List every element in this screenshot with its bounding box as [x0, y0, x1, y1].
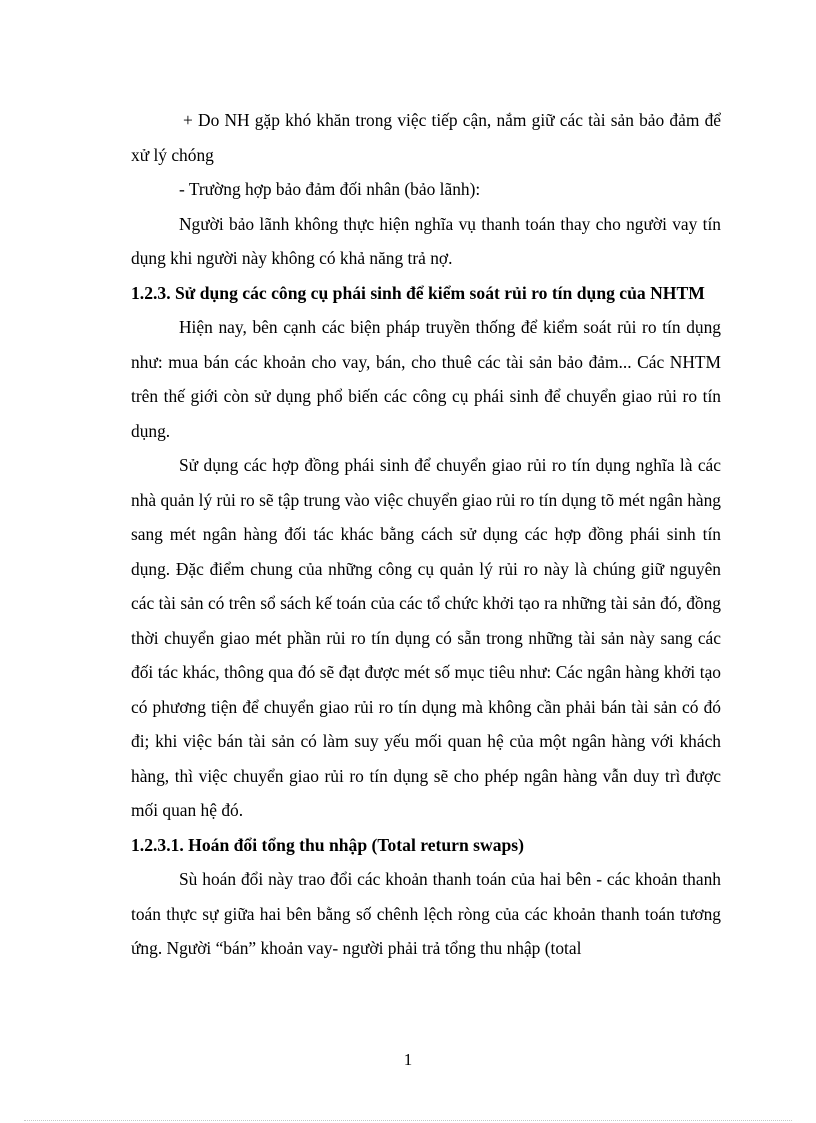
- paragraph: Người bảo lãnh không thực hiện nghĩa vụ thanh toán thay cho người vay tín dụng khi người này không có khả năng trả nợ.: [131, 213, 721, 268]
- paragraph: - Trường hợp bảo đảm đối nhân (bảo lãnh):: [179, 179, 481, 199]
- paragraph: Hiện nay, bên cạnh các biện pháp truyền thống để kiểm soát rủi ro tín dụng như: mua bán các khoản cho vay, bán, cho thuê các tài sản bảo đảm... Các NHTM trên thế giới còn sử dụng phổ biến các công cụ phái sinh để chuyển giao rủi ro tín dụng.: [131, 317, 721, 441]
- paragraph: Sù hoán đổi này trao đổi các khoản thanh toán của hai bên - các khoản thanh toán thực sự giữa hai bên bằng số chênh lệch ròng của các khoản thanh toán tương ứng. Người “bán” khoản vay- người phải trả tổng thu nhập (total: [131, 869, 721, 958]
- subsection-heading: 1.2.3.1. Hoán đổi tổng thu nhập (Total return swaps): [131, 834, 525, 855]
- page-number: 1: [403, 1050, 413, 1069]
- page-bottom-divider: [24, 1120, 792, 1121]
- document-body: [131, 103, 721, 966]
- section-heading: 1.2.3. Sử dụng các công cụ phái sinh để kiểm soát rủi ro tín dụng của NHTM: [131, 282, 705, 303]
- paragraph: Sử dụng các hợp đồng phái sinh để chuyển giao rủi ro tín dụng nghĩa là các nhà quản lý rủi ro sẽ tập trung vào việc chuyển giao rủi ro tín dụng tõ mét ngân hàng sang mét ngân hàng đối tác khác bằng cách sử dụng các hợp đồng phái sinh tín dụng. Đặc điểm chung của những công cụ quản lý rủi ro này là chúng giữ nguyên các tài sản có trên sổ sách kế toán của các tổ chức khởi tạo ra những tài sản đó, đồng thời chuyển giao mét phần rủi ro tín dụng có sẵn trong những tài sản này sang các đối tác khác, thông qua đó sẽ đạt được mét số mục tiêu như: Các ngân hàng khởi tạo có phương tiện để chuyển giao rủi ro tín dụng mà không cần phải bán tài sản có đó đi; khi việc bán tài sản có làm suy yếu mối quan hệ của một ngân hàng với khách hàng, thì việc chuyển giao rủi ro tín dụng sẽ cho phép ngân hàng vẫn duy trì được mối quan hệ đó.: [131, 455, 721, 820]
- paragraph: + Do NH gặp khó khăn trong việc tiếp cận, nắm giữ các tài sản bảo đảm để xử lý chóng: [131, 110, 721, 165]
